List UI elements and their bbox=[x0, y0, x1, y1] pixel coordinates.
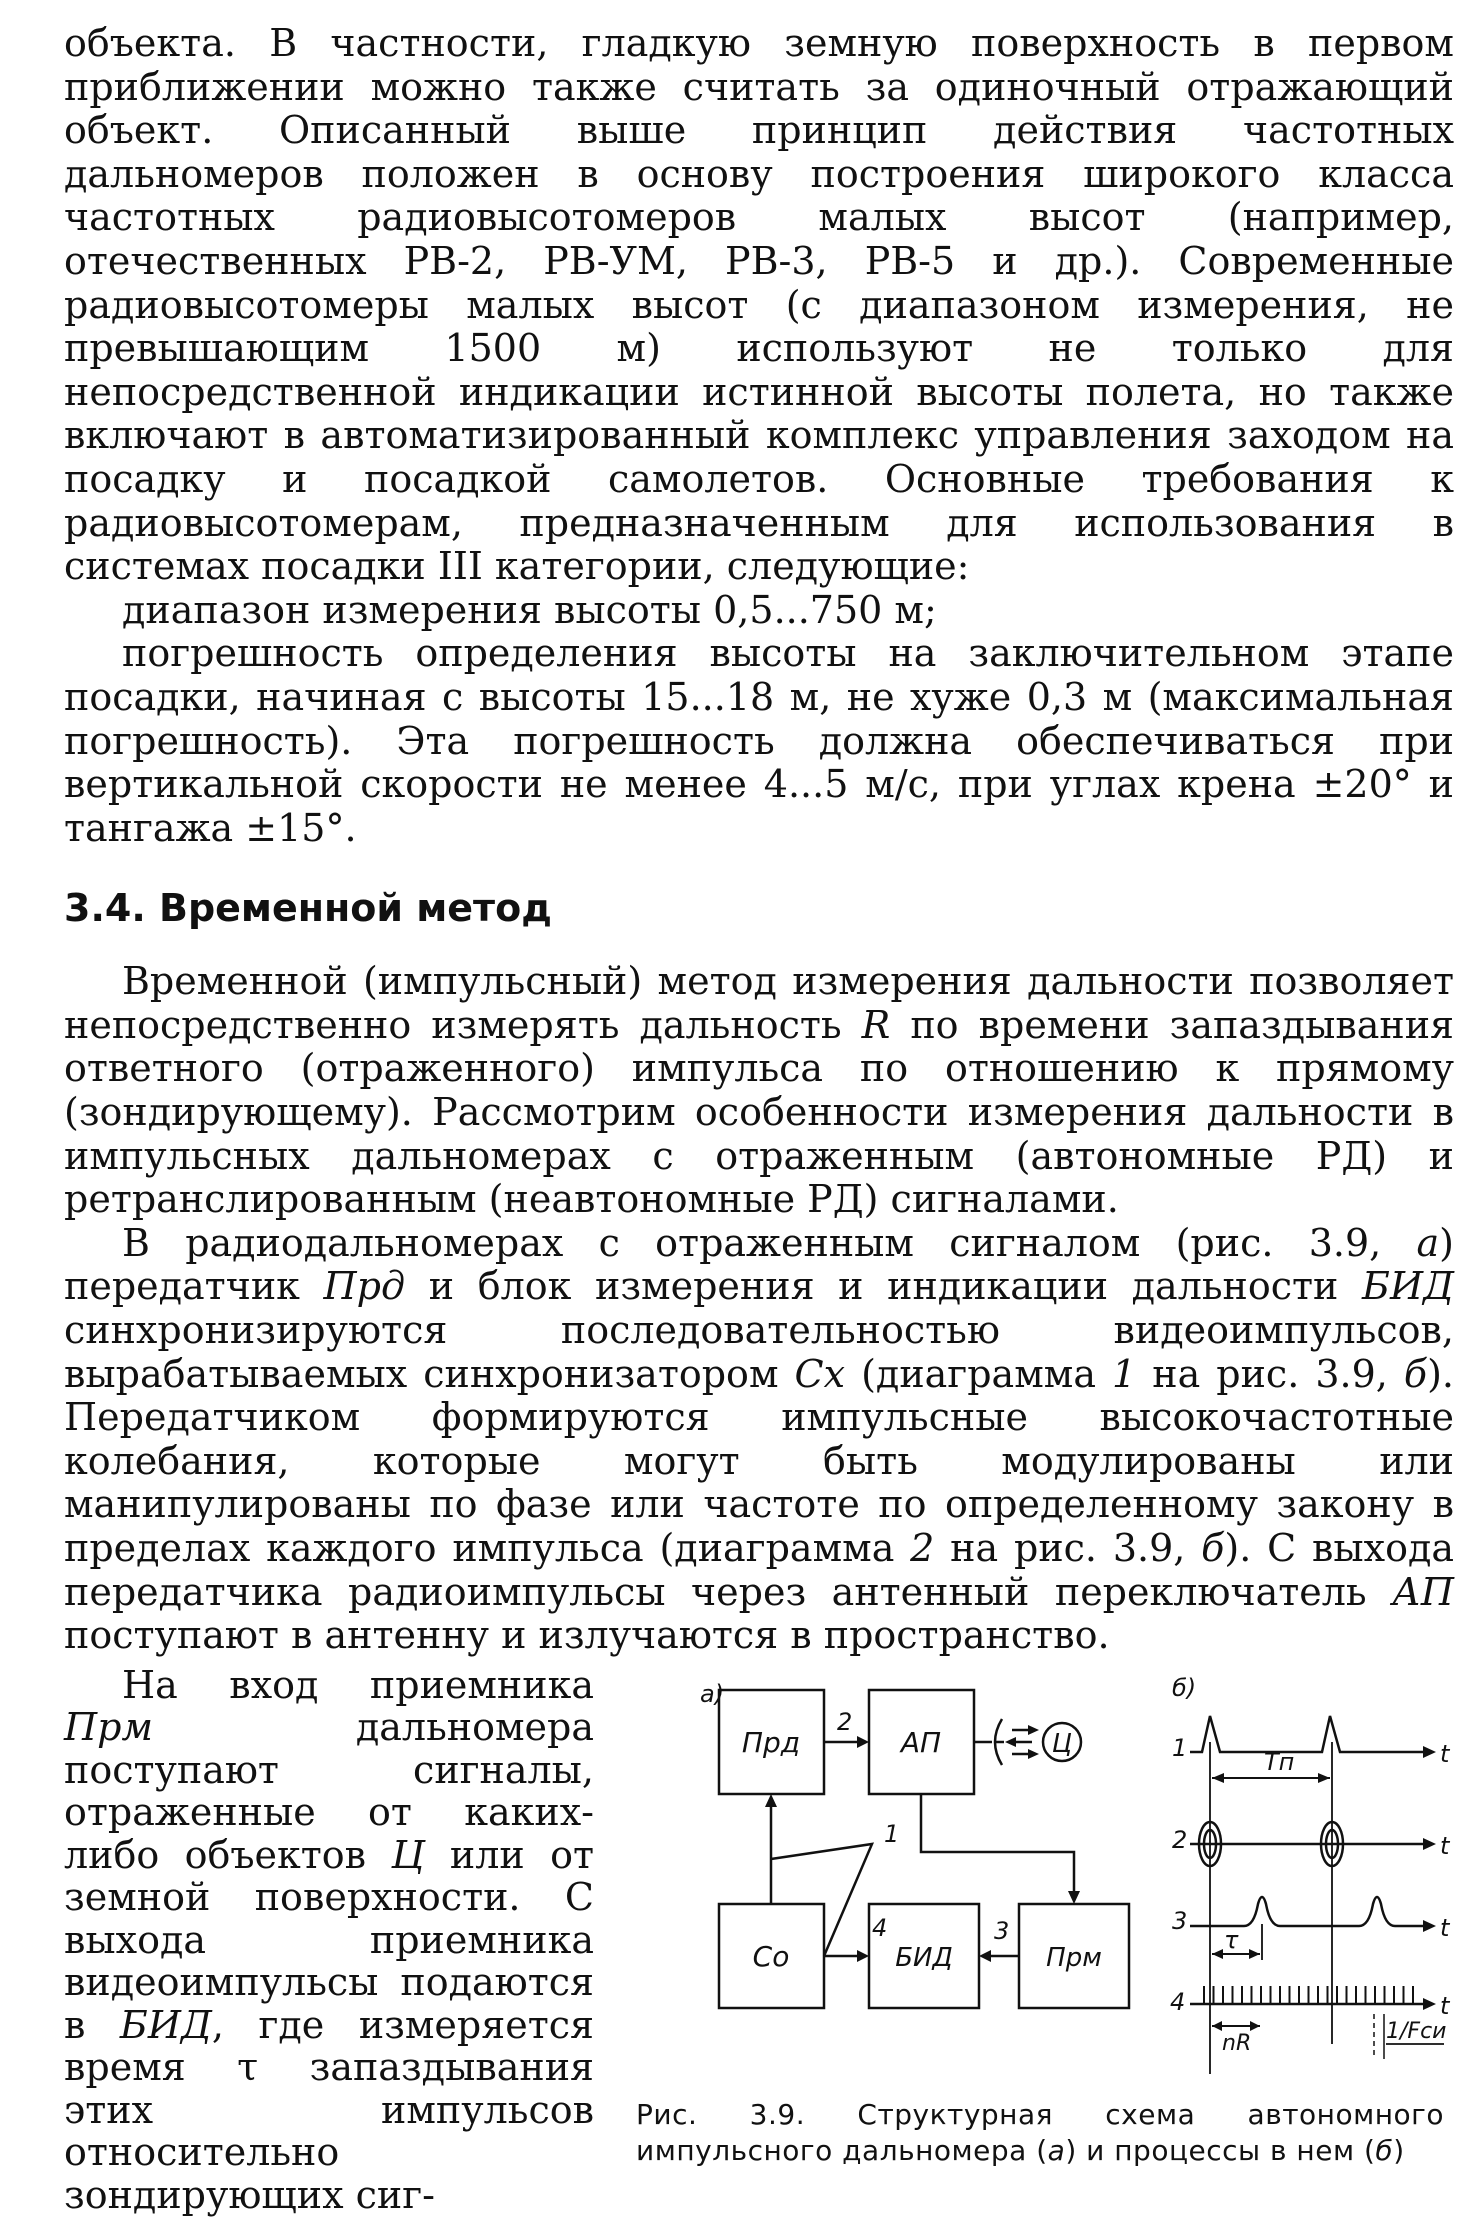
paragraph-4: На вход приемника Прм дальномера поступают сигналы, отраженные от каких-либо объектов Ц или от земной поверхности. С выхода приемника видеоимпульсы подаются в БИД, где измеряется время τ запаздывания этих импульсов относительно зондирующих сиг- bbox=[64, 1662, 594, 2217]
label-b: б) bbox=[1172, 1673, 1197, 1702]
svg-text:t: t bbox=[1440, 1739, 1450, 1768]
figure-caption: Рис. 3.9. Структурная схема автономного импульсного дальномера (а) и процессы в нем (б) bbox=[636, 2097, 1444, 2167]
svg-text:t: t bbox=[1440, 1991, 1450, 2020]
svg-text:t: t bbox=[1440, 1831, 1450, 1860]
paragraph-2: Временной (импульсный) метод измерения дальности позволяет непосредственно измерять дальность R по времени запаздывания ответного (отраженного) импульса по отношению к прямому (зондирующему). Рассмотрим особенности измерения дальности в импульсных дальномерах с отраженным (автономные РД) и ретранслированным (неавтономные РД) сигналами. bbox=[64, 959, 1454, 1222]
paragraph-3: В радиодальномерах с отраженным сигналом (рис. 3.9, а) передатчик Прд и блок измерения и индикации дальности БИД синхронизируются последовательностью видеоимпульсов, вырабатываемых синхронизатором Сх (диаграмма 1 на рис. 3.9, б). Передатчиком формируются импульсные высокочастотные колебания, которые могут быть модулированы или манипулированы по фазе или частоте по определенному закону в пределах каждого импульса (диаграмма 2 на рис. 3.9, б). С выхода передатчика радиоимпульсы через антенный переключатель АП поступают в антенну и излучаются в пространство. bbox=[64, 1220, 1454, 1658]
svg-text:τ: τ bbox=[1224, 1925, 1239, 1954]
svg-text:Со: Со bbox=[752, 1939, 790, 1973]
svg-text:t: t bbox=[1440, 1913, 1450, 1942]
section-heading: 3.4. Временной метод bbox=[64, 886, 552, 931]
wave-arrows-icon bbox=[1005, 1725, 1039, 1759]
svg-text:4: 4 bbox=[872, 1913, 888, 1942]
paragraph-1: объекта. В частности, гладкую земную поверхность в первом приближении можно также считать за одиночный отражающий объект. Описанный выше принцип действия частотных дальномеров положен в основу построения широкого класса частотных радиовысотомеров малых высот (например, отечественных РВ-2, РВ-УМ, РВ-3, РВ-5 и др.). Современные радиовысотомеры малых высот (с диапазоном измерения, не превышающим 1500 м) используют не только для непосредственной индикации истинной высоты полета, но также включают в автоматизированный комплекс управления заходом на посадку и посадкой самолетов. Основные требования к радиовысотомерам, предназначенным для использования в системах посадки III категории, следующие: bbox=[64, 21, 1454, 589]
svg-text:БИД: БИД bbox=[895, 1942, 953, 1973]
svg-text:1: 1 bbox=[884, 1819, 900, 1848]
svg-text:2: 2 bbox=[837, 1707, 853, 1736]
figure-3-9 bbox=[624, 1664, 1454, 2184]
svg-text:4: 4 bbox=[1170, 1987, 1186, 2016]
svg-text:Прм: Прм bbox=[1046, 1942, 1102, 1973]
list-item-range: диапазон измерения высоты 0,5...750 м; bbox=[122, 587, 937, 632]
link-ap-prm bbox=[921, 1794, 1074, 1896]
label-a: а) bbox=[700, 1679, 725, 1708]
page-content bbox=[64, 21, 1454, 2217]
svg-text:2: 2 bbox=[1172, 1825, 1188, 1854]
figure-section bbox=[64, 1662, 1454, 2217]
paragraph-4-column bbox=[64, 1664, 594, 2217]
sync-pulses bbox=[1190, 1716, 1424, 1752]
svg-text:АП: АП bbox=[900, 1725, 942, 1759]
svg-text:Прд: Прд bbox=[741, 1725, 801, 1759]
svg-text:nR: nR bbox=[1222, 2030, 1252, 2056]
list-item-error: погрешность определения высоты на заключительном этапе посадки, начиная с высоты 15...18 м, не хуже 0,3 м (максимальная погрешность). Эта погрешность должна обеспечиваться при вертикальной скорости не менее 4...5 м/с, при углах крена ±20° и тангажа ±15°. bbox=[64, 631, 1454, 850]
svg-text:Ц: Ц bbox=[1051, 1728, 1073, 1759]
echo-pulses bbox=[1190, 1897, 1424, 1926]
clock-pulses bbox=[1204, 1986, 1413, 2004]
svg-text:1/Fси: 1/Fси bbox=[1386, 2018, 1447, 2044]
svg-text:3: 3 bbox=[1172, 1906, 1188, 1935]
svg-text:1: 1 bbox=[1172, 1733, 1188, 1762]
svg-text:Tп: Tп bbox=[1264, 1747, 1295, 1776]
block-diagram bbox=[624, 1664, 1454, 2094]
svg-text:3: 3 bbox=[994, 1916, 1010, 1945]
